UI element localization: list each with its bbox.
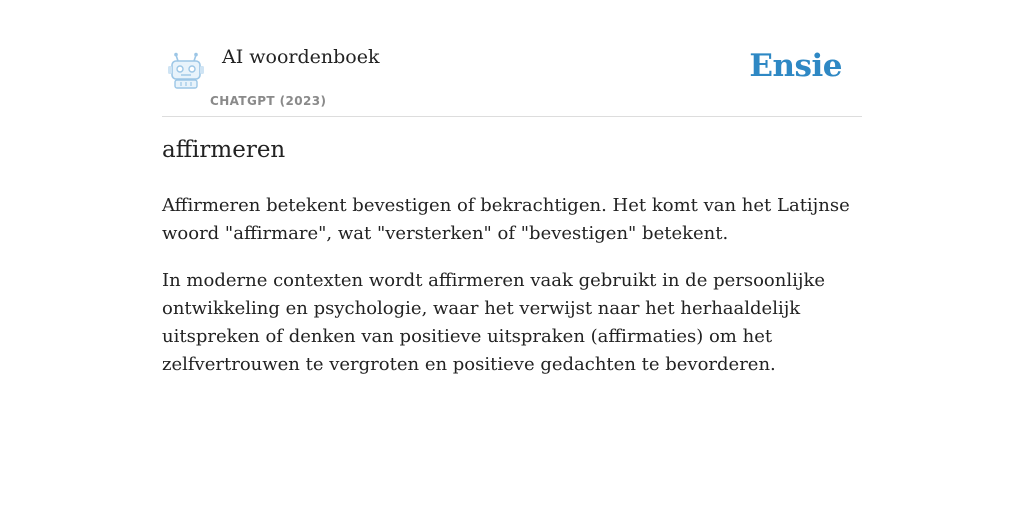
page-container: [162, 0, 862, 375]
definition-paragraph: Affirmeren betekent bevestigen of bekrachtigen. Het komt van het Latijnse woord "affirmare", wat "versterken" of "bevestigen" betekent.: [162, 195, 850, 244]
dictionary-title[interactable]: AI woordenboek: [222, 46, 380, 68]
robot-icon: [166, 52, 206, 90]
definition: [162, 192, 862, 398]
header: [162, 0, 862, 117]
definition-paragraph: In moderne contexten wordt affirmeren vaak gebruikt in de persoonlijke ontwikkeling en psychologie, waar het verwijst naar het herhaaldelijk uitspreken of denken van positieve uitspraken (affirmaties) om het zelfvertrouwen te vergroten en positieve gedachten te bevorderen.: [162, 270, 826, 375]
brand-logo[interactable]: Ensie: [749, 48, 842, 84]
source-label: CHATGPT (2023): [210, 94, 327, 108]
entry-word: affirmeren: [162, 137, 286, 163]
